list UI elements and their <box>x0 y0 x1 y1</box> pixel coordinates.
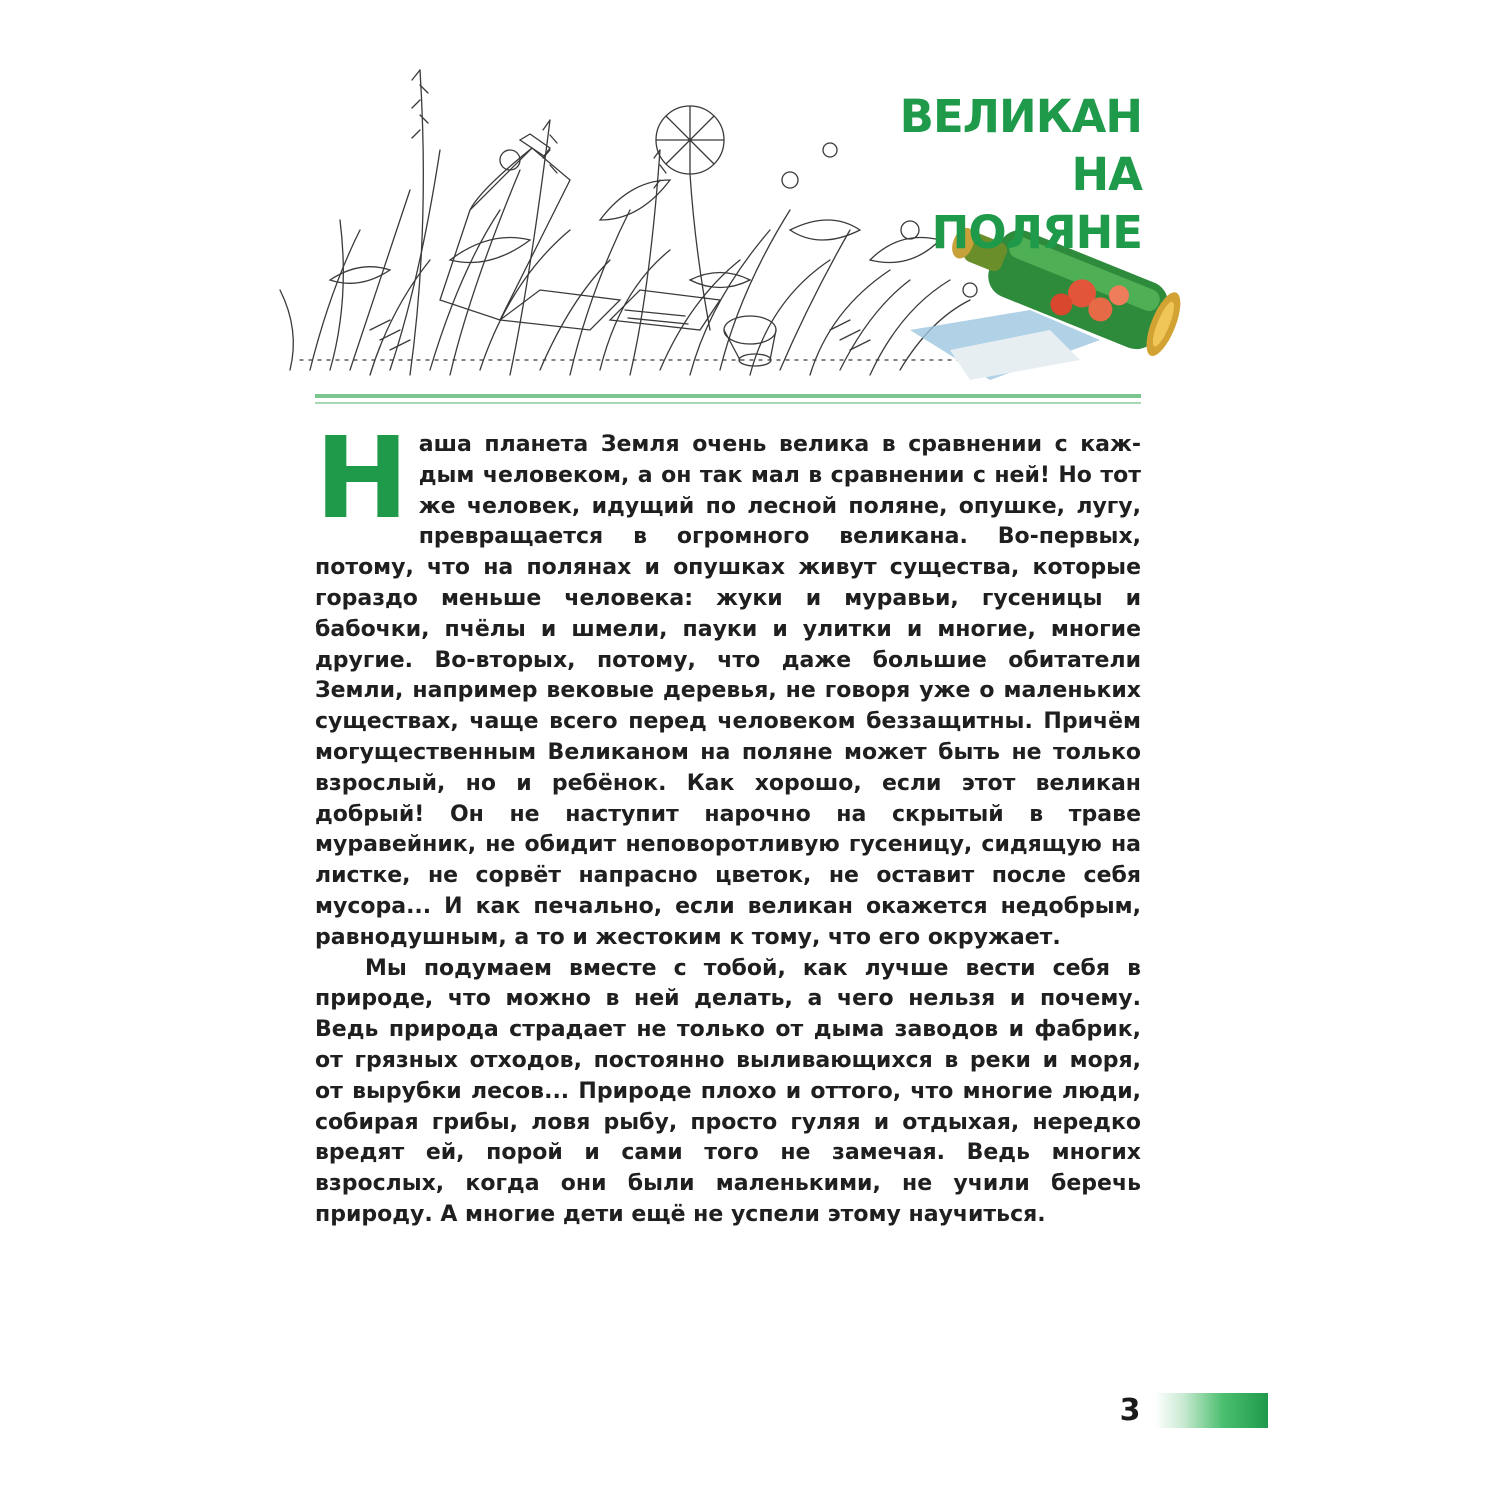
page-title-line2: НА ПОЛЯНЕ <box>931 148 1142 259</box>
meadow-litter-sketch-icon <box>280 70 977 375</box>
article-paragraph: Мы подумаем вместе с тобой, как лучше вести себя в природе, что можно в ней делать, а чего нельзя и почему. Ведь природа страдает не только от дыма заводов и фабрик, от грязных отходов, постоянно выливающихся в реки и моря, от вырубки лесов... Природе плохо и оттого, что многие люди, собирая грибы, ловя рыбу, просто гуляя и отдыхая, нередко вредят ей, порой и сами того не замечая. Ведь многих взрослых, когда они были маленькими, не учили беречь природу. А многие дети ещё не успели этому научиться. <box>315 955 1141 1227</box>
header-divider-thin <box>315 402 1141 404</box>
paragraph-1-text: аша планета Земля очень велика в сравнении с каждым человеком, а он так мал в сравнении с ней! Но тот же человек, идущий по лесной поляне, опушке, лугу, превращается в огромного великана. Во-первых, потому, что на полянах и опушках живут существа, которые гораздо меньше человека: жуки и муравьи, гусеницы и бабочки, пчёлы и шмели, пауки и улитки и многие, многие другие. Во-вторых, потому, что даже большие обитатели Земли, например вековые деревья, не говоря уже о маленьких существах, чаще всего перед человеком беззащитны. Причём могущественным Великаном на поляне может быть не только взрослый, но и ребёнок. Как хорошо, если этот великан добрый! Он не наступит нарочно на скрытый в траве муравейник, не обидит неповоротливую гусеницу, сидящую на листке, не сорвёт напрасно цветок, не оставит после себя мусора... И как печально, если великан окажется недобрым, равнодушным, а то и жестоким к тому, что его окружает. <box>315 432 1141 950</box>
page-title-line1: ВЕЛИКАН <box>899 90 1142 143</box>
page-number-bar <box>1155 1393 1268 1428</box>
page-number: 3 <box>1119 1393 1141 1428</box>
page-title <box>880 88 1142 262</box>
drop-cap: Н <box>315 414 409 544</box>
article-paragraph <box>315 414 1141 954</box>
header-divider <box>315 394 1141 398</box>
article-body <box>315 414 1141 1231</box>
